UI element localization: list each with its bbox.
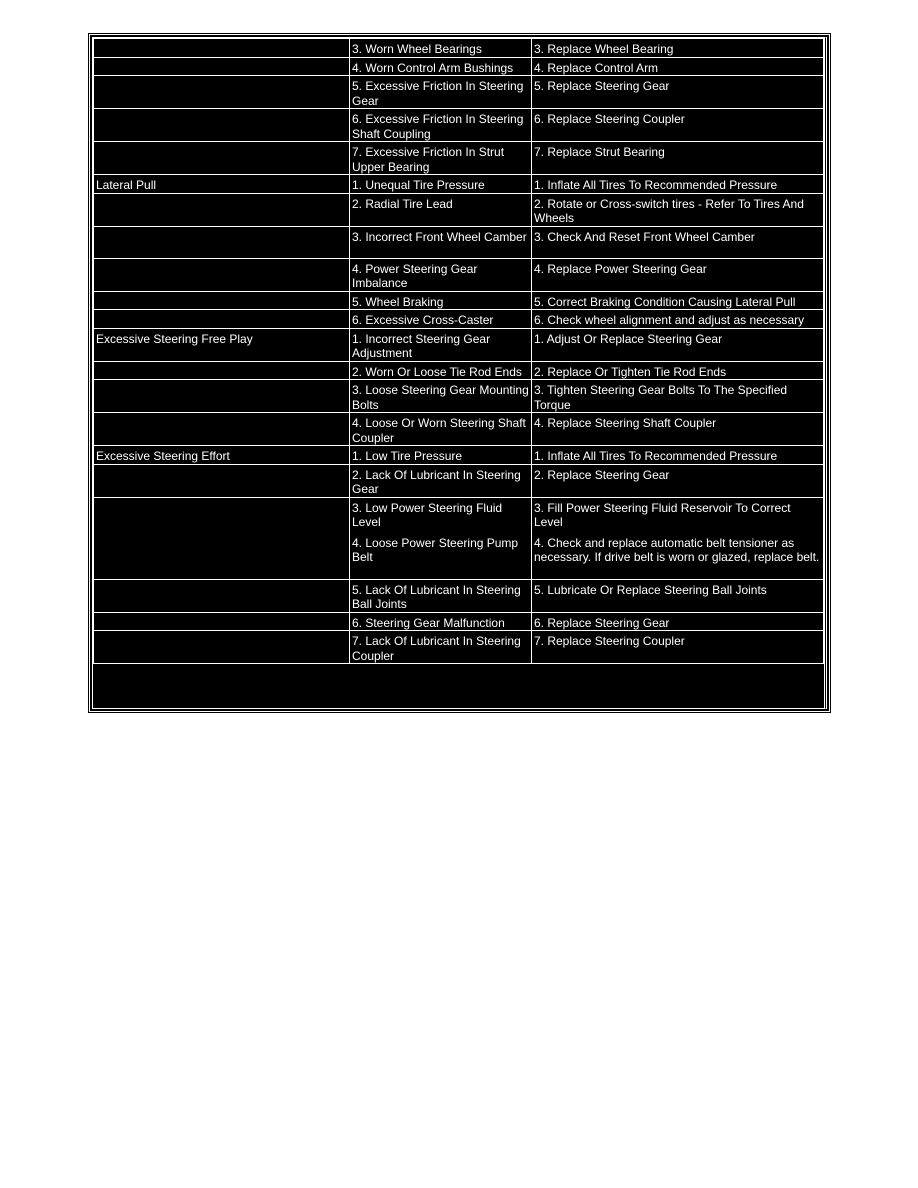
cause-cell [350,497,532,579]
cause-cell [350,142,532,175]
cause-text: 3. Low Power Steering Fluid Level 4. Loose Power Steering Pump Belt [352,500,519,564]
condition-cell [94,497,350,579]
condition-cell [94,109,350,142]
correction-cell [532,39,824,58]
cause-cell [350,446,532,465]
diagnosis-table-frame [89,34,830,712]
correction-text: 1. Inflate All Tires To Recommended Pressure [534,449,778,463]
correction-text: 3. Fill Power Steering Fluid Reservoir To Correct Level 4. Check and replace automatic belt tensioner as necessary. If drive belt is worn or glazed, replace belt. [534,500,820,564]
table-row [94,57,824,76]
cause-text: 7. Lack Of Lubricant In Steering Coupler [352,634,521,663]
cause-cell [350,109,532,142]
cause-cell [350,631,532,664]
cause-cell [350,193,532,226]
correction-cell [532,464,824,497]
correction-text: 1. Adjust Or Replace Steering Gear [534,331,723,346]
condition-cell [94,380,350,413]
table-row [94,193,824,226]
correction-text: 4. Replace Control Arm [534,60,659,75]
correction-text: 5. Correct Braking Condition Causing Lateral Pull [534,294,796,309]
condition-cell [94,361,350,380]
correction-cell [532,291,824,310]
cause-cell [350,464,532,497]
correction-cell [532,497,824,579]
cause-text: 3. Loose Steering Gear Mounting Bolts [352,383,529,412]
condition-cell [94,258,350,291]
correction-text: 6. Replace Steering Gear [534,615,670,630]
condition-cell [94,291,350,310]
condition-cell [94,226,350,258]
condition-cell [94,464,350,497]
correction-text: 6. Replace Steering Coupler [534,112,685,126]
correction-text: 3. Replace Wheel Bearing [534,42,674,56]
table-row [94,226,824,258]
condition-text: Excessive Steering Effort [96,449,230,463]
cause-text: 3. Incorrect Front Wheel Camber [352,229,527,244]
correction-cell [532,258,824,291]
cause-text: 4. Worn Control Arm Bushings [352,60,514,75]
cause-cell [350,579,532,612]
correction-cell [532,631,824,664]
table-row [94,291,824,310]
cause-text: 1. Incorrect Steering Gear Adjustment [352,331,491,360]
correction-cell [532,310,824,329]
cause-text: 5. Wheel Braking [352,294,444,309]
cause-text: 7. Excessive Friction In Strut Upper Bearing [352,145,505,174]
condition-cell [94,328,350,361]
cause-text: 5. Lack Of Lubricant In Steering Ball Joints [352,582,521,611]
table-row [94,175,824,194]
correction-cell [532,57,824,76]
cause-cell [350,612,532,631]
correction-text: 7. Replace Strut Bearing [534,145,665,159]
condition-cell [94,413,350,446]
cause-text: 2. Lack Of Lubricant In Steering Gear [352,467,521,496]
condition-cell [94,631,350,664]
table-row [94,380,824,413]
condition-text: Excessive Steering Free Play [96,331,253,346]
correction-text: 5. Lubricate Or Replace Steering Ball Joints [534,582,767,597]
cause-cell [350,361,532,380]
correction-cell [532,612,824,631]
correction-cell [532,175,824,194]
table-row [94,497,824,579]
cause-text: 5. Excessive Friction In Steering Gear [352,79,524,108]
cause-text: 6. Excessive Cross-Caster [352,313,494,327]
cause-cell [350,76,532,109]
table-row [94,579,824,612]
diagnosis-table [93,38,824,664]
correction-text: 6. Check wheel alignment and adjust as necessary [534,313,805,327]
table-row [94,142,824,175]
cause-cell [350,328,532,361]
cause-text: 6. Steering Gear Malfunction [352,615,505,630]
correction-cell [532,109,824,142]
cause-cell [350,57,532,76]
cause-cell [350,310,532,329]
correction-cell [532,361,824,380]
table-row [94,446,824,465]
table-row [94,631,824,664]
cause-cell [350,291,532,310]
diagnosis-table-body [94,39,824,664]
table-row [94,310,824,329]
table-row [94,464,824,497]
correction-cell [532,226,824,258]
correction-cell [532,328,824,361]
correction-cell [532,446,824,465]
correction-cell [532,193,824,226]
condition-cell [94,446,350,465]
cause-text: 6. Excessive Friction In Steering Shaft Coupling [352,112,524,141]
condition-cell [94,612,350,631]
table-row [94,258,824,291]
cause-text: 1. Unequal Tire Pressure [352,178,485,192]
table-row [94,413,824,446]
correction-text: 7. Replace Steering Coupler [534,634,685,648]
condition-cell [94,76,350,109]
cause-text: 3. Worn Wheel Bearings [352,42,482,56]
correction-text: 2. Replace Or Tighten Tie Rod Ends [534,364,727,379]
correction-text: 3. Check And Reset Front Wheel Camber [534,229,755,244]
cause-cell [350,39,532,58]
condition-cell [94,57,350,76]
correction-text: 5. Replace Steering Gear [534,79,670,93]
correction-cell [532,380,824,413]
condition-cell [94,193,350,226]
cause-cell [350,226,532,258]
table-row [94,109,824,142]
cause-cell [350,258,532,291]
condition-cell [94,142,350,175]
condition-cell [94,310,350,329]
cause-text: 2. Radial Tire Lead [352,196,453,211]
table-row [94,612,824,631]
condition-cell [94,579,350,612]
correction-text: 1. Inflate All Tires To Recommended Pressure [534,178,778,192]
table-row [94,76,824,109]
correction-text: 2. Rotate or Cross-switch tires - Refer To Tires And Wheels [534,196,804,225]
condition-cell [94,175,350,194]
cause-cell [350,380,532,413]
condition-text: Lateral Pull [96,178,157,192]
cause-text: 2. Worn Or Loose Tie Rod Ends [352,364,522,379]
table-row [94,361,824,380]
cause-cell [350,413,532,446]
correction-text: 4. Replace Steering Shaft Coupler [534,416,717,430]
correction-cell [532,413,824,446]
correction-cell [532,76,824,109]
diagnosis-table-inner [92,37,827,709]
table-row [94,39,824,58]
condition-cell [94,39,350,58]
cause-cell [350,175,532,194]
cause-text: 4. Loose Or Worn Steering Shaft Coupler [352,416,526,445]
cause-text: 4. Power Steering Gear Imbalance [352,261,478,290]
correction-cell [532,579,824,612]
correction-text: 2. Replace Steering Gear [534,467,670,482]
correction-text: 3. Tighten Steering Gear Bolts To The Specified Torque [534,383,788,412]
table-row [94,328,824,361]
correction-cell [532,142,824,175]
cause-text: 1. Low Tire Pressure [352,449,463,463]
correction-text: 4. Replace Power Steering Gear [534,261,707,276]
